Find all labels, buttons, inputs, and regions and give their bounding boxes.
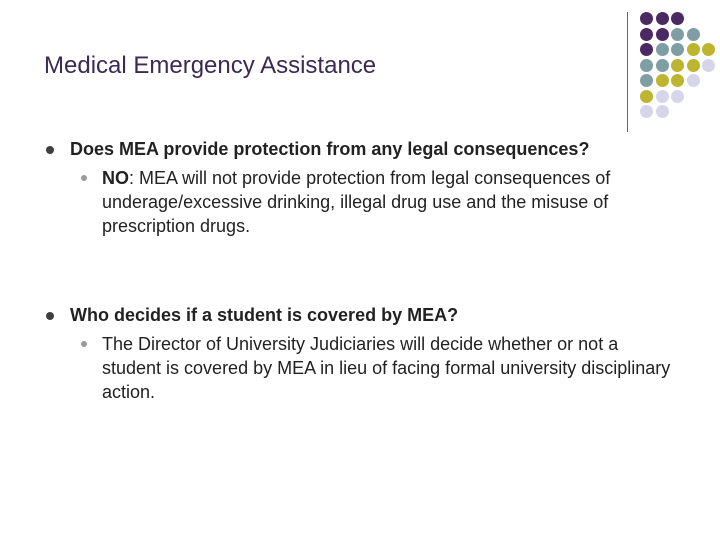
answer-1-text: : MEA will not provide protection from legal consequences of underage/excessive drinking, illegal drug use and the misuse of prescription drugs. — [102, 168, 611, 236]
decorative-dot — [687, 28, 700, 41]
decorative-dot — [640, 28, 653, 41]
answer-1 — [102, 166, 677, 238]
decorative-dot — [640, 12, 653, 25]
decorative-dot — [671, 90, 684, 103]
sub-bullet-icon — [81, 175, 87, 181]
decorative-dot — [640, 43, 653, 56]
decorative-dot — [656, 105, 669, 118]
decorative-dot — [702, 43, 715, 56]
bullet-icon — [46, 312, 54, 320]
decorative-dot — [656, 59, 669, 72]
decorative-dot — [640, 90, 653, 103]
question-1: Does MEA provide protection from any legal consequences? — [70, 139, 590, 159]
decorative-divider — [627, 12, 628, 132]
sub-bullet-icon — [81, 341, 87, 347]
decorative-dot — [640, 59, 653, 72]
decorative-dot — [671, 28, 684, 41]
bullet-icon — [46, 146, 54, 154]
answer-1-lead: NO — [102, 168, 129, 188]
decorative-dot — [671, 12, 684, 25]
decorative-dot — [640, 74, 653, 87]
decorative-dot — [671, 74, 684, 87]
decorative-dot — [640, 105, 653, 118]
decorative-dot — [656, 12, 669, 25]
decorative-dot — [702, 59, 715, 72]
question-2: Who decides if a student is covered by MEA? — [70, 305, 459, 325]
decorative-dot — [656, 74, 669, 87]
slide-title: Medical Emergency Assistance — [44, 52, 377, 79]
decorative-dot — [656, 28, 669, 41]
answer-2-text: The Director of University Judiciaries will decide whether or not a student is covered by MEA in lieu of facing formal university disciplinary action. — [102, 334, 671, 402]
decorative-dot — [687, 43, 700, 56]
decorative-dot — [687, 74, 700, 87]
decorative-dot — [687, 59, 700, 72]
decorative-dot — [656, 43, 669, 56]
decorative-dot — [656, 90, 669, 103]
decorative-dot — [671, 43, 684, 56]
decorative-dot — [671, 59, 684, 72]
answer-2 — [102, 332, 677, 404]
